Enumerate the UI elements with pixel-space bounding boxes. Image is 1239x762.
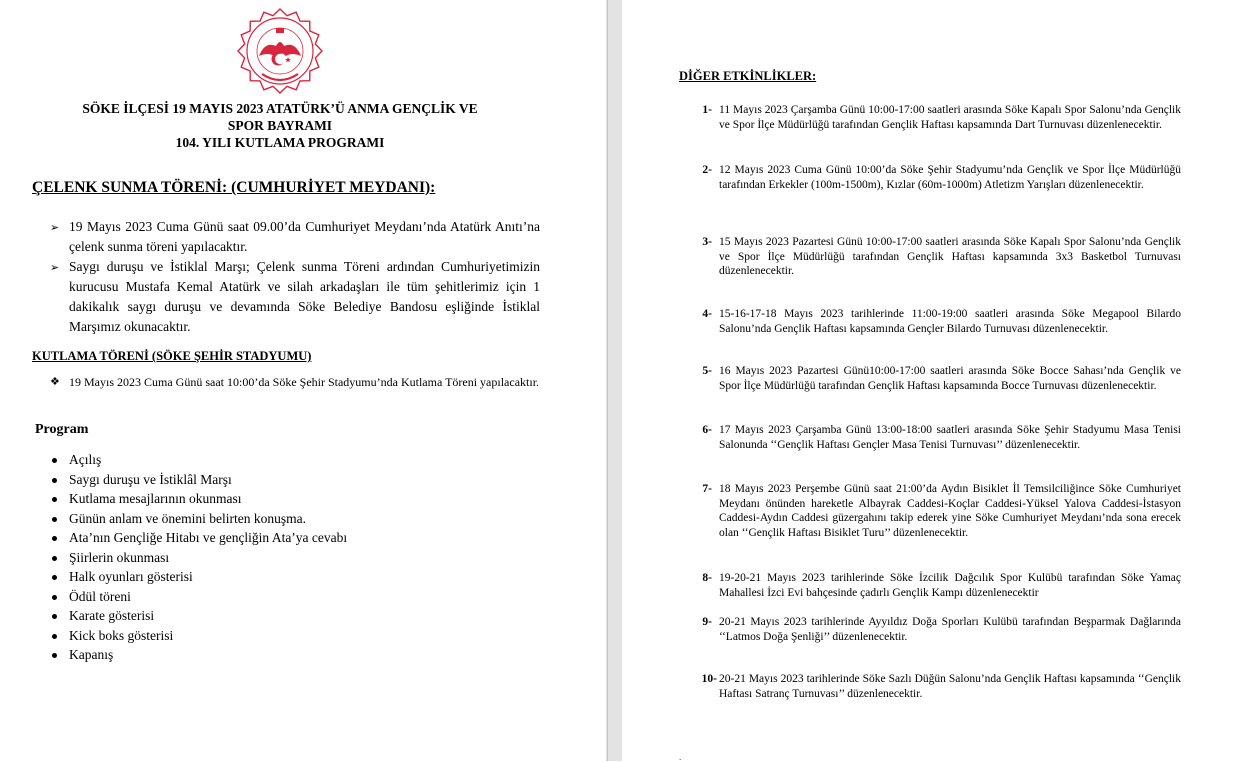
event-number: 9- [702, 616, 712, 628]
event-text: 18 Mayıs 2023 Perşembe Günü saat 21:00’da Aydın Bisiklet İl Temsilciliğince Söke Cumhuriyet Meydanı önünden hareketle Albayrak Caddesi-Koçlar Caddesi-Yüksel Yalova Caddesi-İstasyon Caddesi-Aydın Caddesi güzergahını takip ederek yine Söke Cumhuriyet Meydanı’nda sona erecek olan ‘‘Gençlik Haftası Bisiklet Turu’’ düzenlenecektir. [719, 483, 1181, 539]
event-text: 20-21 Mayıs 2023 tarihlerinde Ayyıldız Doğa Sporları Kulübü tarafından Beşparmak Dağlarında ‘‘Latmos Doğa Şenliği’’ düzenlenecektir. [719, 616, 1181, 643]
page-gutter [606, 0, 622, 761]
arrow-bullet-icon: ➢ [50, 222, 60, 234]
event-item [690, 235, 1181, 279]
event-number: 6- [702, 424, 712, 436]
program-list-item: Kapanış [50, 645, 347, 665]
program-list-item: Kick boks gösterisi [50, 626, 347, 646]
celenk-item-text: 19 Mayıs 2023 Cuma Günü saat 09.00’da Cumhuriyet Meydanı’nda Atatürk Anıtı’na çelenk sunma töreni yapılacaktır. [69, 219, 540, 254]
event-text: 11 Mayıs 2023 Çarşamba Günü 10:00-17:00 saatleri arasında Söke Kapalı Spor Salonu’nda Gençlik ve Spor İlçe Müdürlüğü tarafından Gençlik Haftası kapsamında Dart Turnuvası düzenlenecektir. [719, 104, 1181, 131]
diamond-bullet-icon: ❖ [50, 376, 60, 388]
kutlama-item [50, 373, 540, 391]
event-number: 5- [702, 365, 712, 377]
celenk-item [50, 257, 540, 337]
event-text: 16 Mayıs 2023 Pazartesi Günü10:00-17:00 saatleri arasında Söke Bocce Sahası’nda Gençlik ve Spor İlçe Müdürlüğü tarafından Gençlik Haftası kapsamında Bocce Turnuvası düzenlenecektir. [719, 365, 1181, 392]
event-item [690, 163, 1181, 192]
celenk-item [50, 217, 540, 257]
page-title-line-3: 104. YILI KUTLAMA PROGRAMI [175, 135, 385, 150]
program-heading: Program [35, 422, 89, 437]
event-number: 2- [702, 164, 712, 176]
event-number: 4- [702, 308, 712, 320]
page-title-line-1: SÖKE İLÇESİ 19 MAYIS 2023 ATATÜRK’Ü ANMA GENÇLİK VE [82, 101, 478, 116]
event-item [690, 615, 1181, 644]
page-gutter-edge [607, 0, 608, 761]
emblem-top-text-mark [276, 28, 284, 33]
event-item [690, 307, 1181, 336]
program-list-item: Ata’nın Gençliğe Hitabı ve gençliğin Ata’ya cevabı [50, 528, 347, 548]
program-list-item: Karate gösterisi [50, 606, 347, 626]
page-footer-mark: . [679, 752, 682, 762]
event-number: 1- [702, 104, 712, 116]
event-text: 19-20-21 Mayıs 2023 tarihlerinde Söke İzcilik Dağcılık Spor Kulübü tarafından Söke Yamaç Mahallesi İzci Evi bahçesinde çadırlı Gençlik Kampı düzenlenecektir [719, 572, 1181, 599]
emblem-crescent-inner [275, 54, 285, 64]
arrow-bullet-icon: ➢ [50, 262, 60, 274]
program-list-item: Günün anlam ve önemini belirten konuşma. [50, 509, 347, 529]
event-text: 12 Mayıs 2023 Cuma Günü 10:00’da Söke Şehir Stadyumu’nda Gençlik ve Spor İlçe Müdürlüğü tarafından Erkekler (100m-1500m), Kızlar (60m-1000m) Atletizm Yarışları düzenlenecektir. [719, 164, 1181, 191]
program-list-item: Şiirlerin okunması [50, 548, 347, 568]
event-number: 10- [701, 673, 717, 685]
event-item [690, 571, 1181, 600]
page-title-line-2: SPOR BAYRAMI [227, 118, 333, 133]
event-text: 15-16-17-18 Mayıs 2023 tarihlerinde 11:00-19:00 saatleri arasında Söke Megapool Bilardo Salonu’nda Gençlik Haftası kapsamında Gençler Bilardo Turnuvası düzenlenecektir. [719, 308, 1181, 335]
kutlama-section-heading: KUTLAMA TÖRENİ (SÖKE ŞEHİR STADYUMU) [32, 349, 312, 363]
event-item [690, 482, 1181, 540]
event-number: 3- [702, 236, 712, 248]
program-list [50, 450, 347, 665]
event-item [690, 103, 1181, 132]
event-item [690, 364, 1181, 393]
diger-etkinlikler-heading: DİĞER ETKİNLİKLER: [679, 69, 817, 83]
event-item [690, 423, 1181, 452]
kaymakamlik-emblem [232, 8, 328, 94]
program-list-item: Açılış [50, 450, 347, 470]
celenk-item-text: Saygı duruşu ve İstiklal Marşı; Çelenk sunma Töreni ardından Cumhuriyetimizin kurucusu Mustafa Kemal Atatürk ve silah arkadaşları ile tüm şehitlerimiz için 1 dakikalık saygı duruşu ve devamında Söke Belediye Bandosu eşliğinde İstiklal Marşımız okunacaktır. [69, 259, 540, 334]
event-text: 17 Mayıs 2023 Çarşamba Günü 13:00-18:00 saatleri arasında Söke Şehir Stadyumu Masa Tenisi Salonunda ‘‘Gençlik Haftası Gençler Masa Tenisi Turnuvası’’ düzenlenecektir. [719, 424, 1181, 451]
kutlama-item-text: 19 Mayıs 2023 Cuma Günü saat 10:00’da Söke Şehir Stadyumu’nda Kutlama Töreni yapılacaktır. [69, 375, 540, 389]
event-text: 15 Mayıs 2023 Pazartesi Günü 10:00-17:00 saatleri arasında Söke Kapalı Spor Salonu’nda Gençlik ve Spor İlçe Müdürlüğü tarafından Gençlik Haftası kapsamında 3x3 Basketbol Turnuvası düzenlenecektir. [719, 236, 1181, 277]
event-text: 20-21 Mayıs 2023 tarihlerinde Söke Sazlı Düğün Salonu’nda Gençlik Haftası kapsamında ‘‘Gençlik Haftası Satranç Turnuvası’’ düzenlenecektir. [719, 673, 1181, 700]
event-number: 7- [702, 483, 712, 495]
program-list-item: Saygı duruşu ve İstiklâl Marşı [50, 470, 347, 490]
celenk-section-heading: ÇELENK SUNMA TÖRENİ: (CUMHURİYET MEYDANI): [32, 179, 436, 196]
program-list-item: Kutlama mesajlarının okunması [50, 489, 347, 509]
event-item [690, 672, 1181, 701]
program-list-item: Halk oyunları gösterisi [50, 567, 347, 587]
program-list-item: Ödül töreni [50, 587, 347, 607]
event-number: 8- [702, 572, 712, 584]
